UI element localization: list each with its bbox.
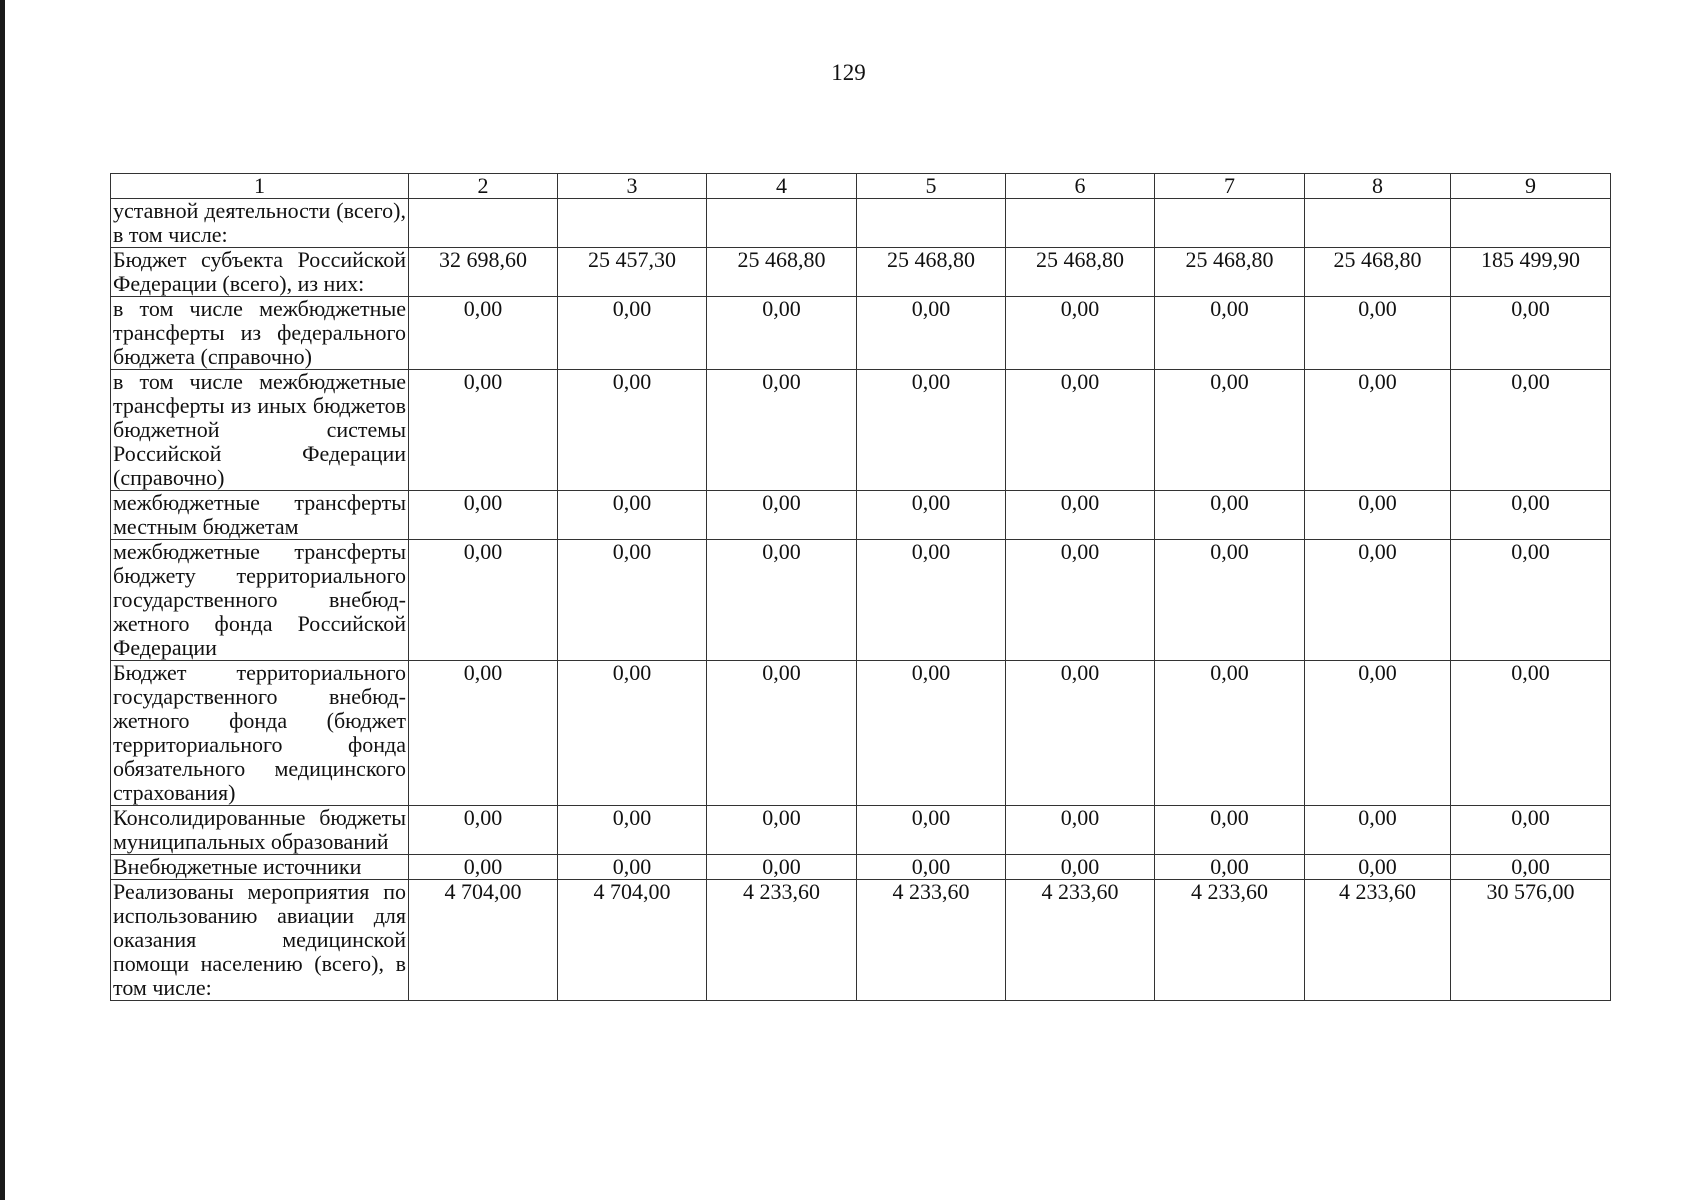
cell-value: 0,00 [1451,491,1611,540]
cell-value: 0,00 [1451,806,1611,855]
cell-value: 4 233,60 [1305,880,1451,1001]
scan-edge-bar [0,0,5,1200]
cell-value: 0,00 [857,370,1006,491]
budget-table [110,173,1611,1001]
cell-value: 0,00 [1155,491,1305,540]
table-row [111,540,1611,661]
table-row [111,661,1611,806]
cell-value: 0,00 [1451,855,1611,880]
cell-value [857,199,1006,248]
column-header: 4 [707,174,857,199]
cell-value: 0,00 [857,661,1006,806]
cell-value: 0,00 [1451,297,1611,370]
cell-value [707,199,857,248]
cell-value: 0,00 [857,297,1006,370]
table-row [111,806,1611,855]
cell-value: 0,00 [857,855,1006,880]
cell-value: 25 468,80 [1305,248,1451,297]
cell-value: 0,00 [558,297,707,370]
cell-value: 0,00 [409,491,558,540]
column-header: 1 [111,174,409,199]
row-label: в том числе межбюджетные трансферты из иных бюджетов бюджетной системы Российской Федерации (справочно) [111,370,409,491]
row-label: в том числе межбюджетные трансферты из федерального бюджета (справочно) [111,297,409,370]
cell-value: 0,00 [1155,297,1305,370]
row-label: межбюджетные трансферты бюджету территориального государственного внебюджетного фонда Российской Федерации [111,540,409,661]
cell-value: 30 576,00 [1451,880,1611,1001]
cell-value: 0,00 [1155,855,1305,880]
cell-value: 0,00 [857,806,1006,855]
cell-value: 4 704,00 [409,880,558,1001]
cell-value: 0,00 [1006,806,1155,855]
cell-value: 185 499,90 [1451,248,1611,297]
table-row [111,370,1611,491]
cell-value: 0,00 [558,661,707,806]
cell-value [1155,199,1305,248]
column-header: 5 [857,174,1006,199]
cell-value: 0,00 [1006,661,1155,806]
cell-value: 0,00 [558,540,707,661]
row-label: Консолидированные бюджеты муниципальных образований [111,806,409,855]
table-row [111,491,1611,540]
cell-value [1305,199,1451,248]
cell-value [1006,199,1155,248]
cell-value [1451,199,1611,248]
cell-value: 0,00 [1006,540,1155,661]
cell-value: 0,00 [1451,370,1611,491]
cell-value: 25 468,80 [1155,248,1305,297]
column-header: 9 [1451,174,1611,199]
column-header: 6 [1006,174,1155,199]
cell-value: 0,00 [558,855,707,880]
column-header: 3 [558,174,707,199]
table-header-row [111,174,1611,199]
row-label: Реализованы мероприятия по использованию авиации для оказания медицинской помощи населению (всего), в том числе: [111,880,409,1001]
cell-value: 0,00 [558,370,707,491]
cell-value: 0,00 [1155,370,1305,491]
cell-value: 0,00 [1305,855,1451,880]
table-row [111,297,1611,370]
cell-value: 0,00 [1006,855,1155,880]
row-label: уставной деятельности (всего), в том числе: [111,199,409,248]
cell-value: 0,00 [857,491,1006,540]
cell-value: 0,00 [1305,661,1451,806]
cell-value: 0,00 [707,540,857,661]
table-row [111,880,1611,1001]
column-header: 7 [1155,174,1305,199]
cell-value [409,199,558,248]
cell-value: 0,00 [1155,540,1305,661]
page-number: 129 [831,60,866,85]
cell-value: 0,00 [1305,370,1451,491]
cell-value: 0,00 [409,297,558,370]
table-row [111,199,1611,248]
cell-value: 0,00 [857,540,1006,661]
cell-value: 25 457,30 [558,248,707,297]
row-label: Бюджет субъекта Российской Федерации (всего), из них: [111,248,409,297]
cell-value: 0,00 [409,661,558,806]
cell-value: 0,00 [1305,540,1451,661]
cell-value: 25 468,80 [707,248,857,297]
cell-value: 0,00 [1305,297,1451,370]
cell-value: 4 233,60 [1006,880,1155,1001]
row-label: Внебюджетные источники [111,855,409,880]
row-label: Бюджет территориального государственного внебюджетного фонда (бюджет территориального фонда обязательного медицинского страхования) [111,661,409,806]
cell-value: 0,00 [1451,661,1611,806]
cell-value: 0,00 [1006,370,1155,491]
cell-value: 0,00 [558,491,707,540]
cell-value: 4 233,60 [857,880,1006,1001]
cell-value: 0,00 [707,297,857,370]
cell-value: 0,00 [707,855,857,880]
cell-value: 32 698,60 [409,248,558,297]
cell-value [558,199,707,248]
cell-value: 0,00 [1155,806,1305,855]
cell-value: 4 233,60 [1155,880,1305,1001]
cell-value: 4 233,60 [707,880,857,1001]
column-header: 2 [409,174,558,199]
table-row [111,855,1611,880]
cell-value: 0,00 [1305,806,1451,855]
cell-value: 0,00 [409,855,558,880]
cell-value: 0,00 [1451,540,1611,661]
cell-value: 0,00 [1006,297,1155,370]
cell-value: 0,00 [409,806,558,855]
cell-value: 4 704,00 [558,880,707,1001]
cell-value: 0,00 [707,370,857,491]
cell-value: 0,00 [1305,491,1451,540]
cell-value: 0,00 [409,370,558,491]
cell-value: 0,00 [707,806,857,855]
cell-value: 0,00 [409,540,558,661]
row-label: межбюджетные трансферты местным бюджетам [111,491,409,540]
cell-value: 0,00 [1155,661,1305,806]
cell-value: 0,00 [1006,491,1155,540]
cell-value: 25 468,80 [857,248,1006,297]
cell-value: 0,00 [558,806,707,855]
cell-value: 25 468,80 [1006,248,1155,297]
cell-value: 0,00 [707,491,857,540]
cell-value: 0,00 [707,661,857,806]
table-row [111,248,1611,297]
column-header: 8 [1305,174,1451,199]
